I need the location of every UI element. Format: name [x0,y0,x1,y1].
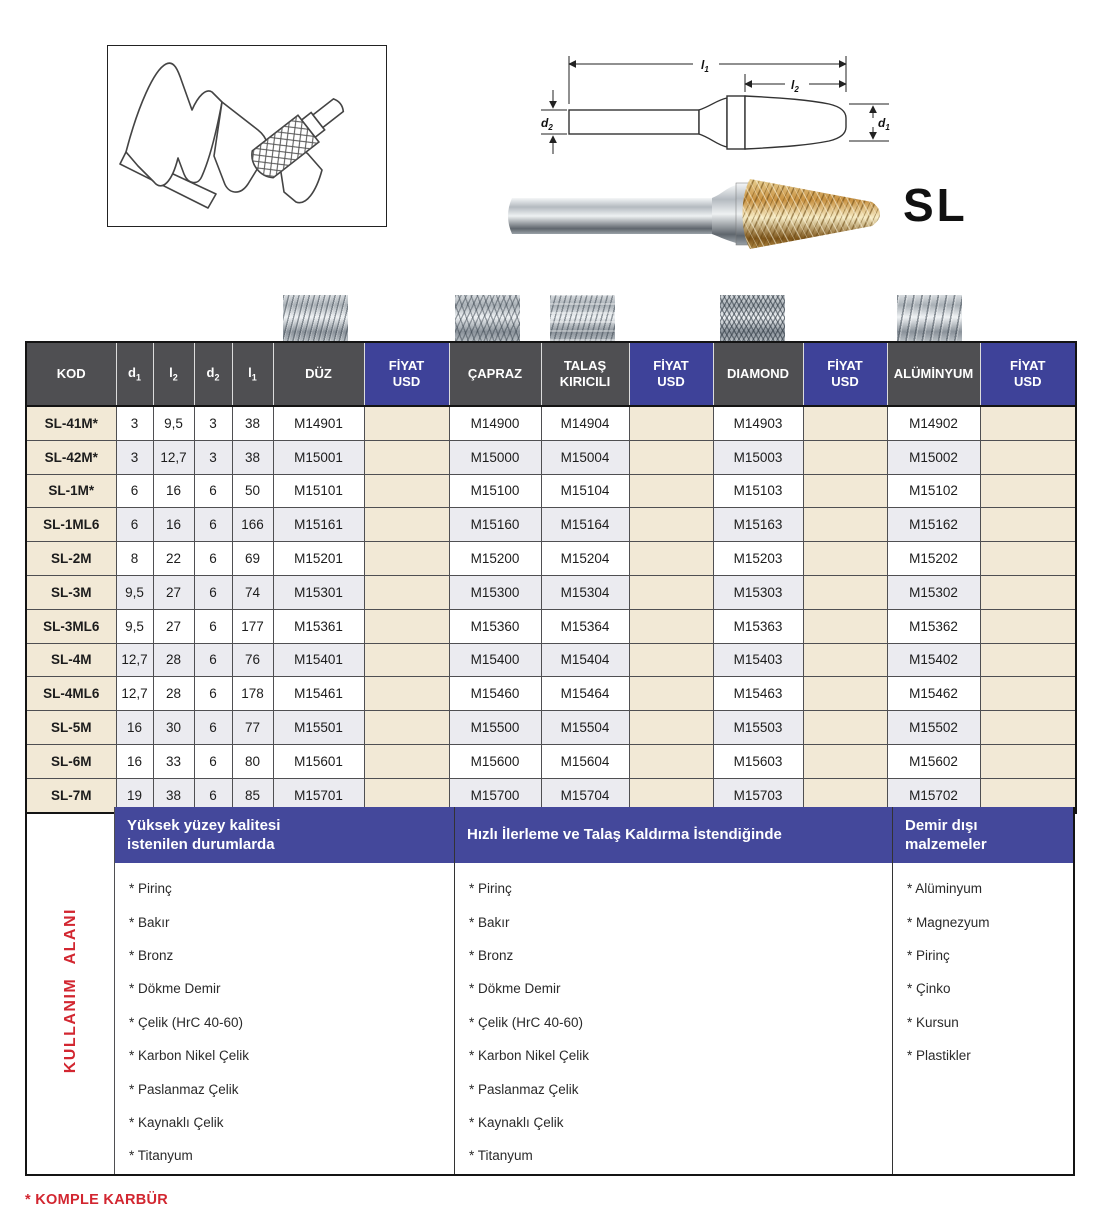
cell-l1: 80 [232,744,273,778]
table-row [26,677,1076,711]
cell-kod: SL-3ML6 [26,609,116,643]
cell-fiyat-usd [803,677,887,711]
cell-aluminyum-code: M15162 [887,508,980,542]
cell-d2: 6 [194,778,232,812]
usage-column-3-header: Demir dışı malzemeler [893,807,1073,863]
cell-d1: 6 [116,508,153,542]
usage-list-item: * Bakır [469,914,510,930]
usage-list-item: * Kaynaklı Çelik [469,1114,564,1130]
cell-d1: 16 [116,711,153,745]
cell-l2: 27 [153,609,194,643]
cell-fiyat-usd [980,711,1076,745]
usage-list-item: * Paslanmaz Çelik [129,1081,239,1097]
cell-fiyat-usd [629,406,713,440]
cell-fiyat-usd [364,440,449,474]
cell-kod: SL-42M* [26,440,116,474]
col-header-talas-kiricili: TALAŞ KIRICILI [541,342,629,406]
cell-kod: SL-6M [26,744,116,778]
cell-l2: 22 [153,542,194,576]
cell-d2: 6 [194,643,232,677]
dim-label-d2: $d_2$ [541,116,553,132]
cell-l2: 28 [153,643,194,677]
col-header-duz: DÜZ [273,342,364,406]
cell-d1: 8 [116,542,153,576]
cell-fiyat-usd [364,406,449,440]
cell-fiyat-usd [803,508,887,542]
cell-d1: 3 [116,440,153,474]
cell-d1: 6 [116,474,153,508]
cell-duz-code: M15301 [273,575,364,609]
usage-area-vertical-label: KULLANIM ALANI [61,907,79,1074]
product-code-label: SL [903,179,968,231]
col-header-diamond: DIAMOND [713,342,803,406]
cell-l1: 177 [232,609,273,643]
cell-kod: SL-1M* [26,474,116,508]
usage-list-item: * Çelik (HrC 40-60) [469,1014,584,1030]
cell-fiyat-usd [629,744,713,778]
cell-l2: 27 [153,575,194,609]
table-row [26,575,1076,609]
cell-fiyat-usd [629,643,713,677]
cell-duz-code: M15501 [273,711,364,745]
usage-list-item: * Çelik (HrC 40-60) [129,1014,244,1030]
cell-d1: 19 [116,778,153,812]
cell-capraz-code: M15500 [449,711,541,745]
cell-duz-code: M14901 [273,406,364,440]
cell-aluminyum-code: M15462 [887,677,980,711]
cell-d2: 3 [194,440,232,474]
cell-talas-code: M15504 [541,711,629,745]
cell-d1: 12,7 [116,677,153,711]
usage-list-item: * Titanyum [469,1148,533,1164]
burr-neck [712,185,736,243]
application-illustration [107,45,387,227]
usage-list-item: * Pirinç [907,947,950,963]
cell-diamond-code: M15403 [713,643,803,677]
cell-duz-code: M15701 [273,778,364,812]
cell-diamond-code: M15463 [713,677,803,711]
cell-capraz-code: M15700 [449,778,541,812]
cell-talas-code: M15604 [541,744,629,778]
usage-list-item: * Paslanmaz Çelik [469,1081,579,1097]
cell-aluminyum-code: M15302 [887,575,980,609]
cell-fiyat-usd [803,609,887,643]
usage-list-item: * Çinko [907,981,951,997]
cell-fiyat-usd [980,609,1076,643]
usage-list-item: * Bronz [469,947,514,963]
usage-list-item: * Titanyum [129,1148,193,1164]
usage-list-item: * Pirinç [469,881,512,897]
cell-fiyat-usd [364,609,449,643]
usage-list-item: * Alüminyum [907,881,983,897]
cell-capraz-code: M15200 [449,542,541,576]
usage-list-item: * Pirinç [129,881,172,897]
cell-fiyat-usd [364,575,449,609]
usage-list-item: * Karbon Nikel Çelik [129,1048,250,1064]
cell-fiyat-usd [803,744,887,778]
cell-talas-code: M15704 [541,778,629,812]
cell-l2: 16 [153,508,194,542]
cell-aluminyum-code: M15602 [887,744,980,778]
cell-fiyat-usd [364,677,449,711]
cell-aluminyum-code: M15402 [887,643,980,677]
cell-diamond-code: M15303 [713,575,803,609]
tool-outline [569,96,846,149]
cell-d2: 3 [194,406,232,440]
cell-diamond-code: M15163 [713,508,803,542]
cell-diamond-code: M14903 [713,406,803,440]
cell-fiyat-usd [364,474,449,508]
cell-l1: 38 [232,440,273,474]
cell-fiyat-usd [629,575,713,609]
cell-duz-code: M15461 [273,677,364,711]
usage-area-side-strip [27,807,115,1174]
table-row [26,643,1076,677]
cell-duz-code: M15161 [273,508,364,542]
table-row [26,406,1076,440]
footnote: * KOMPLE KARBÜR [25,1192,169,1208]
cell-diamond-code: M15003 [713,440,803,474]
table-header-row [26,342,1076,406]
cell-fiyat-usd [803,542,887,576]
usage-list-item: * Magnezyum [907,914,990,930]
usage-list-item: * Kursun [907,1014,959,1030]
cell-fiyat-usd [629,609,713,643]
dim-label-l1: $l_1$ [701,58,709,74]
table-row [26,440,1076,474]
col-header-fiyat-usd-2: FİYAT USD [629,342,713,406]
dim-l1 [569,56,846,104]
cell-fiyat-usd [980,440,1076,474]
cell-diamond-code: M15703 [713,778,803,812]
cell-duz-code: M15601 [273,744,364,778]
cell-kod: SL-41M* [26,406,116,440]
col-header-aluminyum: ALÜMİNYUM [887,342,980,406]
capraz-cut-texture-image [455,295,520,341]
dim-label-d1: $d_1$ [878,116,890,132]
cell-fiyat-usd [629,677,713,711]
cell-talas-code: M15404 [541,643,629,677]
cell-capraz-code: M15000 [449,440,541,474]
cell-d2: 6 [194,508,232,542]
cell-fiyat-usd [803,474,887,508]
cell-fiyat-usd [980,406,1076,440]
cell-l1: 166 [232,508,273,542]
usage-column-2-list [455,863,892,1173]
cell-d2: 6 [194,542,232,576]
cell-l1: 85 [232,778,273,812]
col-header-fiyat-usd-1: FİYAT USD [364,342,449,406]
cell-d1: 3 [116,406,153,440]
burr-photo [500,172,902,256]
cell-fiyat-usd [980,677,1076,711]
cell-kod: SL-1ML6 [26,508,116,542]
cell-l1: 38 [232,406,273,440]
cell-aluminyum-code: M15362 [887,609,980,643]
cell-kod: SL-2M [26,542,116,576]
table-row [26,474,1076,508]
usage-column-fast-removal [455,807,893,1174]
cell-capraz-code: M15400 [449,643,541,677]
usage-column-1-header: Yüksek yüzey kalitesi istenilen durumlarda [115,807,454,863]
col-header-fiyat-usd-4: FİYAT USD [980,342,1076,406]
table-row [26,744,1076,778]
cell-diamond-code: M15203 [713,542,803,576]
cell-fiyat-usd [803,643,887,677]
col-header-l2: $l_2$ [153,342,194,406]
usage-list-item: * Dökme Demir [129,981,221,997]
cell-d2: 6 [194,744,232,778]
table-row [26,609,1076,643]
cell-fiyat-usd [980,474,1076,508]
cell-d2: 6 [194,711,232,745]
usage-list-item: * Karbon Nikel Çelik [469,1048,590,1064]
burr-head [743,179,881,249]
usage-section [25,807,1075,1176]
table-row [26,711,1076,745]
cell-kod: SL-3M [26,575,116,609]
diamond-cut-texture-image [720,295,785,341]
cell-aluminyum-code: M15202 [887,542,980,576]
dim-label-l2: $l_2$ [791,78,799,94]
cell-fiyat-usd [803,575,887,609]
usage-list-item: * Bakır [129,914,170,930]
cell-aluminyum-code: M15502 [887,711,980,745]
cell-d1: 9,5 [116,609,153,643]
cell-diamond-code: M15363 [713,609,803,643]
col-header-capraz: ÇAPRAZ [449,342,541,406]
cell-talas-code: M15204 [541,542,629,576]
cell-l1: 178 [232,677,273,711]
cell-talas-code: M15104 [541,474,629,508]
cell-fiyat-usd [364,508,449,542]
usage-list-item: * Bronz [129,947,174,963]
cell-fiyat-usd [629,508,713,542]
cell-fiyat-usd [364,542,449,576]
cell-diamond-code: M15603 [713,744,803,778]
cell-l1: 69 [232,542,273,576]
cell-d2: 6 [194,677,232,711]
cell-l2: 9,5 [153,406,194,440]
cell-fiyat-usd [980,542,1076,576]
cell-fiyat-usd [980,575,1076,609]
cell-l1: 50 [232,474,273,508]
col-header-d1: $d_1$ [116,342,153,406]
cell-fiyat-usd [629,474,713,508]
product-table [25,341,1077,814]
cell-l2: 28 [153,677,194,711]
cell-kod: SL-7M [26,778,116,812]
usage-column-surface-quality [115,807,455,1174]
cell-d2: 6 [194,575,232,609]
cell-fiyat-usd [803,440,887,474]
cell-aluminyum-code: M14902 [887,406,980,440]
cell-talas-code: M15364 [541,609,629,643]
cell-kod: SL-4ML6 [26,677,116,711]
cell-capraz-code: M15460 [449,677,541,711]
col-header-l1: $l_1$ [232,342,273,406]
usage-list-item: * Plastikler [907,1048,971,1064]
cell-talas-code: M15304 [541,575,629,609]
usage-column-1-list [115,863,454,1173]
cell-capraz-code: M14900 [449,406,541,440]
cell-d1: 16 [116,744,153,778]
cell-fiyat-usd [980,508,1076,542]
aluminyum-cut-texture-image [897,295,962,341]
cell-talas-code: M15464 [541,677,629,711]
cell-talas-code: M15164 [541,508,629,542]
cell-l1: 76 [232,643,273,677]
cell-fiyat-usd [803,406,887,440]
cell-d2: 6 [194,609,232,643]
col-header-d2: $d_2$ [194,342,232,406]
cell-fiyat-usd [364,744,449,778]
cell-fiyat-usd [803,711,887,745]
usage-list-item: * Dökme Demir [469,981,561,997]
cell-fiyat-usd [629,440,713,474]
cell-capraz-code: M15300 [449,575,541,609]
cell-kod: SL-5M [26,711,116,745]
cell-l1: 77 [232,711,273,745]
usage-column-3-list [893,863,1073,1072]
dimension-diagram [533,46,895,174]
cell-kod: SL-4M [26,643,116,677]
usage-column-2-header: Hızlı İlerleme ve Talaş Kaldırma İstendiğinde [455,807,892,863]
cell-fiyat-usd [364,711,449,745]
cell-fiyat-usd [364,643,449,677]
cell-aluminyum-code: M15702 [887,778,980,812]
cell-talas-code: M15004 [541,440,629,474]
cell-l2: 33 [153,744,194,778]
cell-capraz-code: M15600 [449,744,541,778]
cell-l2: 30 [153,711,194,745]
col-header-kod: KOD [26,342,116,406]
cell-l1: 74 [232,575,273,609]
cell-d2: 6 [194,474,232,508]
cell-duz-code: M15001 [273,440,364,474]
cell-fiyat-usd [980,744,1076,778]
cell-diamond-code: M15503 [713,711,803,745]
cell-fiyat-usd [629,542,713,576]
cell-capraz-code: M15100 [449,474,541,508]
cell-l2: 38 [153,778,194,812]
burr-shank [508,198,712,234]
col-header-fiyat-usd-3: FİYAT USD [803,342,887,406]
cell-diamond-code: M15103 [713,474,803,508]
cell-duz-code: M15101 [273,474,364,508]
duz-cut-texture-image [283,295,348,341]
cell-duz-code: M15201 [273,542,364,576]
cell-aluminyum-code: M15002 [887,440,980,474]
cell-l2: 16 [153,474,194,508]
cell-fiyat-usd [980,643,1076,677]
table-row [26,508,1076,542]
table-row [26,542,1076,576]
cell-l2: 12,7 [153,440,194,474]
cell-fiyat-usd [629,711,713,745]
cell-aluminyum-code: M15102 [887,474,980,508]
cell-d1: 9,5 [116,575,153,609]
talas-kiricili-cut-texture-image [550,295,615,341]
cell-capraz-code: M15160 [449,508,541,542]
cell-duz-code: M15401 [273,643,364,677]
cell-duz-code: M15361 [273,609,364,643]
usage-list-item: * Kaynaklı Çelik [129,1114,224,1130]
cell-d1: 12,7 [116,643,153,677]
cell-capraz-code: M15360 [449,609,541,643]
cell-talas-code: M14904 [541,406,629,440]
usage-column-non-ferrous [893,807,1073,1174]
